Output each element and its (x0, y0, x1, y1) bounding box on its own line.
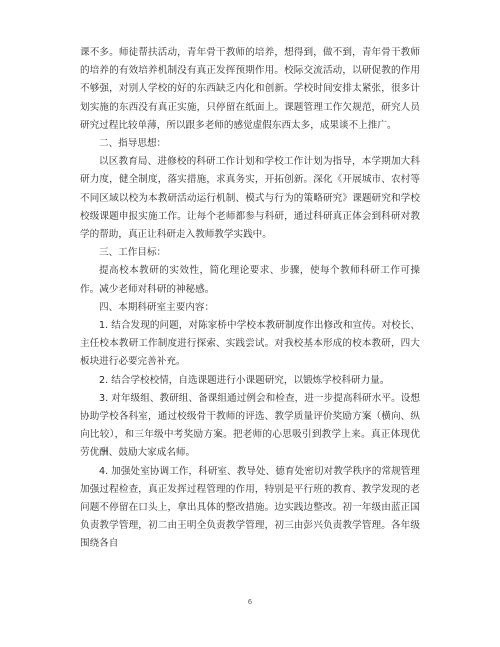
paragraph-item-2: 2. 结合学校校情，自选课题进行小课题研究，以锻炼学校科研力量。 (99, 374, 390, 386)
paragraph-item-4: 4. 加强处室协调工作，科研室、教导处、德育处密切对教学秩序的常规管理加强过程检查，真正发挥过程管理的作用，特别是平行班的教育、教学发现的老问题不停留在口头上，拿出具体的整改措施。边实践边整改。初一年级由蓝正国负责教学管理，初二由王明全负责教学管理，初三由彭兴负责教学管理。各年级围绕各自 (80, 465, 420, 550)
section-heading-guiding-ideology: 二、指导思想： (99, 138, 167, 150)
page-body (80, 44, 420, 554)
paragraph-work-goals: 提高校本教研的实效性，简化理论要求、步骤，使每个教师科研工作可操作。减少老师对科研的神秘感。 (80, 265, 420, 295)
paragraph-problems-continued: 课不多。师徒帮扶活动，青年骨干教师的培养，想得到，做不到，青年骨干教师的培养的有效培养机制没有真正发挥预期作用。校际交流活动，以研促教的作用不够强，对别人学校的好的东西缺乏内化和创新。学校时间安排太紧张，很多计划实施的东西没有真正实施，只停留在纸面上。课题管理工作欠规范，研究人员研究过程比较单薄，所以跟多老师的感觉虚假东西太多，成果谈不上推广。 (80, 47, 420, 131)
paragraph-item-3: 3. 对年级组、教研组、备课组通过例会和检查，进一步提高科研水平。设想协助学校各科室，通过校级骨干教师的评选、教学质量评价奖励方案（横向、纵向比较），和三年级中考奖励方案。把老师的心思吸引到教学上来。真正体现优劳优酬、鼓励大家成名师。 (80, 392, 420, 459)
section-heading-work-goals: 三、工作目标： (99, 247, 167, 259)
paragraph-item-1: 1. 结合发现的问题，对陈家桥中学校本教研制度作出修改和宣传。对校长、主任校本教研工作制度进行探索、实践尝试。对我校基本形成的校本教研，四大板块进行必要完善补充。 (80, 320, 420, 368)
page-number: 6 (247, 598, 253, 606)
paragraph-guiding-ideology: 以区教育局、进修校的科研工作计划和学校工作计划为指导，本学期加大科研力度，健全制度，落实措施，求真务实，开拓创新。深化《开展城市、农村等不同区域以校为本教研活动运行机制、模式与行为的策略研究》课题研究和学校校级课题申报实施工作。让每个老师都参与科研，通过科研真正体会到科研对教学的帮助，真正让科研走入教师教学实践中。 (80, 156, 420, 241)
section-heading-main-content: 四、本期科研室主要内容： (99, 301, 215, 313)
